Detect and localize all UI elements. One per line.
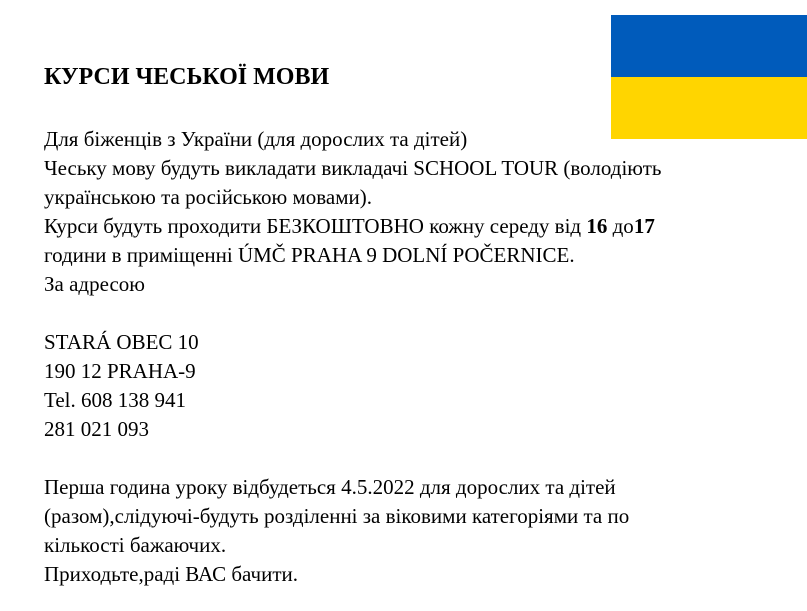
document-body [44,125,799,589]
closing-line-welcome: Приходьте,раді ВАС бачити. [44,562,298,586]
intro-line-languages: українською та російською мовами). [44,185,372,209]
intro-line-audience: Для біженців з України (для дорослих та дітей) [44,127,468,151]
address-phone-2: 281 021 093 [44,417,149,441]
address-phone-1: Tel. 608 138 941 [44,388,187,412]
closing-line-first-lesson: Перша година уроку відбудеться 4.5.2022 для дорослих та дітей [44,475,616,499]
document-title: КУРСИ ЧЕСЬКОЇ МОВИ [44,64,330,90]
intro-line-schedule [44,212,799,241]
intro-line-address-label: За адресою [44,272,145,296]
intro-line-location: години в приміщенні ÚMČ PRAHA 9 DOLNÍ POČERNICE. [44,243,575,267]
ukraine-flag-image [611,15,807,139]
schedule-text: Курси будуть проходити БЕЗКОШТОВНО кожну середу від [44,214,587,238]
schedule-to-text: до [607,214,634,238]
address-street: STARÁ OBEC 10 [44,330,199,354]
intro-line-teachers: Чеську мову будуть викладати викладачі SCHOOL TOUR (володіють [44,156,662,180]
flag-blue-stripe [611,15,807,77]
schedule-hour-to: 17 [633,214,655,238]
spacer [44,299,799,328]
spacer [44,444,799,473]
closing-line-groups: (разом),слідуючі-будуть розділенні за віковими категоріями та по [44,504,630,528]
closing-line-count: кількості бажаючих. [44,533,227,557]
address-city: 190 12 PRAHA-9 [44,359,196,383]
schedule-hour-from: 16 [586,214,608,238]
